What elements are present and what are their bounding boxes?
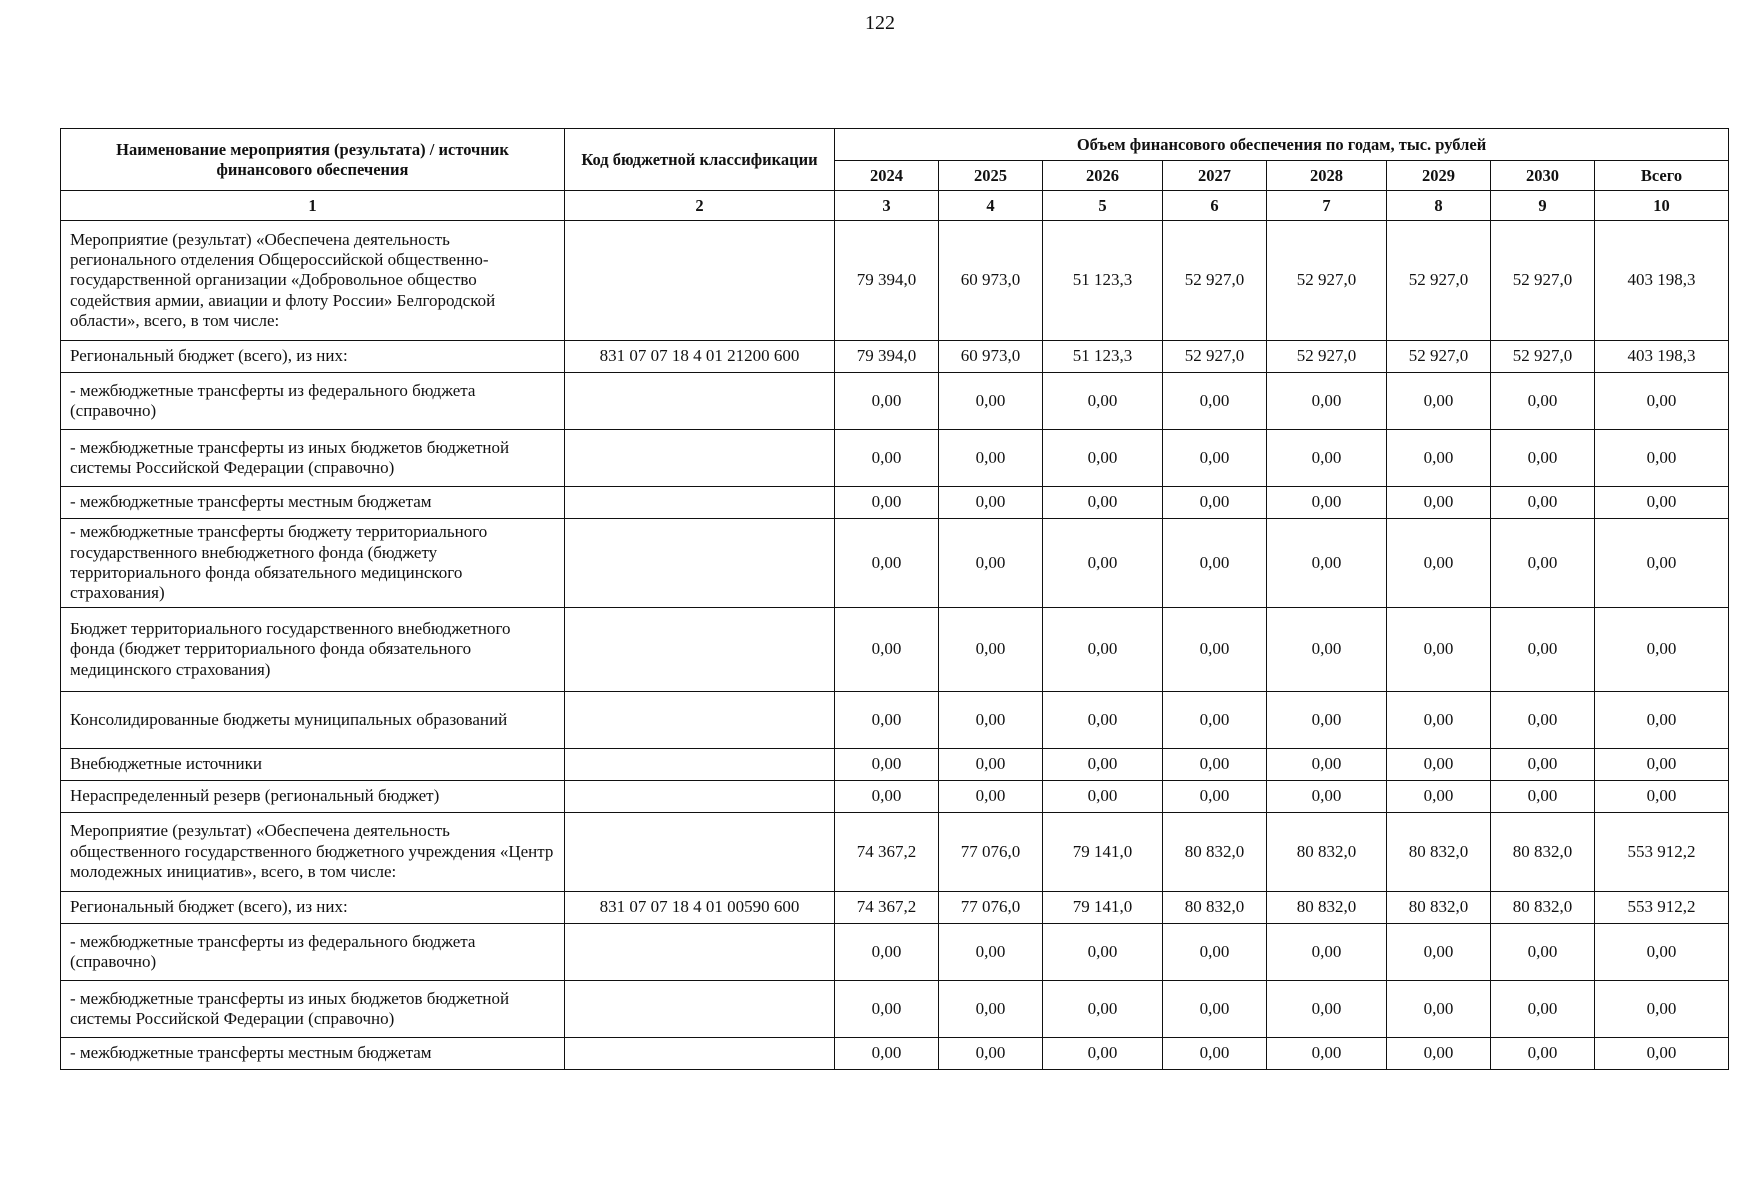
row-code bbox=[565, 749, 835, 781]
row-value: 0,00 bbox=[939, 781, 1043, 813]
column-number: 8 bbox=[1387, 191, 1491, 221]
table-row bbox=[61, 981, 1729, 1038]
row-value: 79 141,0 bbox=[1043, 892, 1163, 924]
table-row bbox=[61, 749, 1729, 781]
header-year: 2024 bbox=[835, 161, 939, 191]
header-year: 2027 bbox=[1163, 161, 1267, 191]
row-value: 0,00 bbox=[1043, 692, 1163, 749]
row-value: 0,00 bbox=[835, 781, 939, 813]
row-name: Региональный бюджет (всего), из них: bbox=[61, 892, 565, 924]
row-value: 0,00 bbox=[1595, 981, 1729, 1038]
row-value: 51 123,3 bbox=[1043, 221, 1163, 341]
row-value: 0,00 bbox=[1387, 692, 1491, 749]
row-value: 51 123,3 bbox=[1043, 341, 1163, 373]
table-row bbox=[61, 341, 1729, 373]
column-number: 6 bbox=[1163, 191, 1267, 221]
table-row bbox=[61, 781, 1729, 813]
row-code bbox=[565, 608, 835, 692]
row-value: 0,00 bbox=[1163, 692, 1267, 749]
header-year: 2026 bbox=[1043, 161, 1163, 191]
row-value: 0,00 bbox=[939, 981, 1043, 1038]
row-code: 831 07 07 18 4 01 21200 600 bbox=[565, 341, 835, 373]
row-value: 79 394,0 bbox=[835, 221, 939, 341]
row-value: 0,00 bbox=[1387, 608, 1491, 692]
page-number: 122 bbox=[865, 12, 895, 34]
row-value: 0,00 bbox=[939, 749, 1043, 781]
table-body bbox=[61, 221, 1729, 1070]
row-value: 0,00 bbox=[1491, 924, 1595, 981]
row-value: 0,00 bbox=[1267, 981, 1387, 1038]
row-code bbox=[565, 1038, 835, 1070]
row-value: 0,00 bbox=[1043, 487, 1163, 519]
row-value: 0,00 bbox=[1595, 692, 1729, 749]
row-value: 0,00 bbox=[1387, 1038, 1491, 1070]
row-value: 0,00 bbox=[1043, 430, 1163, 487]
row-value: 80 832,0 bbox=[1163, 813, 1267, 892]
row-name: - межбюджетные трансферты бюджету территориального государственного внебюджетного фонда (бюджету территориального фонда обязательного медицинского страхования) bbox=[61, 519, 565, 608]
row-value: 0,00 bbox=[1267, 924, 1387, 981]
row-value: 0,00 bbox=[1491, 1038, 1595, 1070]
row-value: 0,00 bbox=[1491, 519, 1595, 608]
table-row bbox=[61, 924, 1729, 981]
row-value: 0,00 bbox=[1043, 1038, 1163, 1070]
row-value: 0,00 bbox=[1043, 749, 1163, 781]
row-value: 0,00 bbox=[939, 692, 1043, 749]
row-code bbox=[565, 430, 835, 487]
row-value: 0,00 bbox=[1267, 692, 1387, 749]
row-value: 74 367,2 bbox=[835, 892, 939, 924]
row-value: 80 832,0 bbox=[1491, 813, 1595, 892]
table-row bbox=[61, 692, 1729, 749]
row-value: 0,00 bbox=[1595, 1038, 1729, 1070]
row-name: - межбюджетные трансферты местным бюджетам bbox=[61, 1038, 565, 1070]
row-name: Бюджет территориального государственного внебюджетного фонда (бюджет территориального фонда обязательного медицинского страхования) bbox=[61, 608, 565, 692]
row-value: 403 198,3 bbox=[1595, 341, 1729, 373]
row-value: 80 832,0 bbox=[1491, 892, 1595, 924]
row-value: 0,00 bbox=[1387, 487, 1491, 519]
row-value: 79 394,0 bbox=[835, 341, 939, 373]
row-code: 831 07 07 18 4 01 00590 600 bbox=[565, 892, 835, 924]
row-value: 0,00 bbox=[1491, 749, 1595, 781]
header-year: 2029 bbox=[1387, 161, 1491, 191]
row-value: 80 832,0 bbox=[1387, 892, 1491, 924]
row-name: - межбюджетные трансферты из федерального бюджета (справочно) bbox=[61, 373, 565, 430]
column-number: 1 bbox=[61, 191, 565, 221]
row-value: 0,00 bbox=[1267, 1038, 1387, 1070]
row-value: 0,00 bbox=[835, 749, 939, 781]
table-row bbox=[61, 813, 1729, 892]
row-value: 0,00 bbox=[1267, 487, 1387, 519]
row-value: 0,00 bbox=[1163, 430, 1267, 487]
row-name: - межбюджетные трансферты местным бюджетам bbox=[61, 487, 565, 519]
table-row bbox=[61, 373, 1729, 430]
row-value: 0,00 bbox=[1267, 430, 1387, 487]
row-value: 0,00 bbox=[1043, 519, 1163, 608]
table-row bbox=[61, 1038, 1729, 1070]
row-code bbox=[565, 813, 835, 892]
row-name: - межбюджетные трансферты из иных бюджетов бюджетной системы Российской Федерации (справочно) bbox=[61, 981, 565, 1038]
row-value: 0,00 bbox=[1491, 487, 1595, 519]
header-year: 2030 bbox=[1491, 161, 1595, 191]
header-year: 2025 bbox=[939, 161, 1043, 191]
row-value: 0,00 bbox=[1387, 924, 1491, 981]
row-value: 0,00 bbox=[1043, 373, 1163, 430]
row-value: 0,00 bbox=[1387, 981, 1491, 1038]
row-value: 0,00 bbox=[1491, 373, 1595, 430]
row-value: 0,00 bbox=[1491, 981, 1595, 1038]
row-value: 0,00 bbox=[1163, 749, 1267, 781]
row-value: 553 912,2 bbox=[1595, 813, 1729, 892]
row-name: Консолидированные бюджеты муниципальных образований bbox=[61, 692, 565, 749]
row-value: 80 832,0 bbox=[1267, 813, 1387, 892]
table-row bbox=[61, 892, 1729, 924]
row-value: 0,00 bbox=[1043, 981, 1163, 1038]
column-number: 3 bbox=[835, 191, 939, 221]
row-code bbox=[565, 924, 835, 981]
row-name: - межбюджетные трансферты из иных бюджетов бюджетной системы Российской Федерации (справочно) bbox=[61, 430, 565, 487]
row-value: 52 927,0 bbox=[1163, 221, 1267, 341]
row-value: 0,00 bbox=[1043, 781, 1163, 813]
row-value: 0,00 bbox=[939, 373, 1043, 430]
header-total: Всего bbox=[1595, 161, 1729, 191]
row-name: Мероприятие (результат) «Обеспечена деятельность регионального отделения Общероссийской общественно-государственной организации «Добровольное общество содействия армии, авиации и флоту России» Белгородской области», всего, в том числе: bbox=[61, 221, 565, 341]
table-row bbox=[61, 519, 1729, 608]
row-code bbox=[565, 781, 835, 813]
row-value: 52 927,0 bbox=[1387, 341, 1491, 373]
row-name: Мероприятие (результат) «Обеспечена деятельность общественного государственного бюджетного учреждения «Центр молодежных инициатив», всего, в том числе: bbox=[61, 813, 565, 892]
budget-table bbox=[60, 128, 1729, 1070]
row-value: 0,00 bbox=[1163, 519, 1267, 608]
column-number: 9 bbox=[1491, 191, 1595, 221]
row-value: 0,00 bbox=[1491, 608, 1595, 692]
row-value: 52 927,0 bbox=[1491, 341, 1595, 373]
row-value: 0,00 bbox=[1163, 981, 1267, 1038]
row-value: 52 927,0 bbox=[1491, 221, 1595, 341]
row-value: 60 973,0 bbox=[939, 341, 1043, 373]
row-value: 0,00 bbox=[1267, 519, 1387, 608]
row-value: 0,00 bbox=[835, 373, 939, 430]
row-value: 0,00 bbox=[1595, 924, 1729, 981]
row-value: 0,00 bbox=[939, 487, 1043, 519]
column-number: 7 bbox=[1267, 191, 1387, 221]
row-value: 0,00 bbox=[1163, 1038, 1267, 1070]
header-volume: Объем финансового обеспечения по годам, тыс. рублей bbox=[835, 129, 1729, 161]
row-value: 0,00 bbox=[835, 1038, 939, 1070]
row-value: 553 912,2 bbox=[1595, 892, 1729, 924]
row-value: 0,00 bbox=[1043, 608, 1163, 692]
column-number: 5 bbox=[1043, 191, 1163, 221]
row-value: 0,00 bbox=[835, 692, 939, 749]
table-row bbox=[61, 430, 1729, 487]
row-value: 0,00 bbox=[835, 430, 939, 487]
row-value: 74 367,2 bbox=[835, 813, 939, 892]
row-code bbox=[565, 373, 835, 430]
row-value: 0,00 bbox=[939, 430, 1043, 487]
table-row bbox=[61, 608, 1729, 692]
row-code bbox=[565, 692, 835, 749]
row-name: Нераспределенный резерв (региональный бюджет) bbox=[61, 781, 565, 813]
row-value: 0,00 bbox=[1163, 373, 1267, 430]
table-row bbox=[61, 487, 1729, 519]
row-value: 0,00 bbox=[939, 924, 1043, 981]
row-value: 0,00 bbox=[835, 981, 939, 1038]
row-value: 0,00 bbox=[1267, 781, 1387, 813]
row-value: 0,00 bbox=[1267, 608, 1387, 692]
column-number: 4 bbox=[939, 191, 1043, 221]
row-value: 0,00 bbox=[1595, 430, 1729, 487]
row-name: Региональный бюджет (всего), из них: bbox=[61, 341, 565, 373]
row-value: 60 973,0 bbox=[939, 221, 1043, 341]
row-value: 0,00 bbox=[1387, 430, 1491, 487]
row-code bbox=[565, 519, 835, 608]
row-value: 79 141,0 bbox=[1043, 813, 1163, 892]
row-value: 0,00 bbox=[1595, 519, 1729, 608]
row-code bbox=[565, 221, 835, 341]
row-value: 0,00 bbox=[1163, 608, 1267, 692]
row-name: - межбюджетные трансферты из федерального бюджета (справочно) bbox=[61, 924, 565, 981]
row-code bbox=[565, 981, 835, 1038]
table-row bbox=[61, 221, 1729, 341]
row-code bbox=[565, 487, 835, 519]
row-value: 0,00 bbox=[1163, 487, 1267, 519]
row-value: 0,00 bbox=[1595, 373, 1729, 430]
row-value: 0,00 bbox=[835, 519, 939, 608]
row-value: 0,00 bbox=[1595, 487, 1729, 519]
row-value: 0,00 bbox=[1387, 781, 1491, 813]
row-value: 0,00 bbox=[1387, 519, 1491, 608]
row-value: 0,00 bbox=[1595, 608, 1729, 692]
row-value: 0,00 bbox=[1491, 430, 1595, 487]
row-value: 0,00 bbox=[1163, 924, 1267, 981]
row-value: 0,00 bbox=[1267, 373, 1387, 430]
row-value: 0,00 bbox=[1267, 749, 1387, 781]
row-value: 0,00 bbox=[1595, 749, 1729, 781]
row-value: 0,00 bbox=[1043, 924, 1163, 981]
row-value: 80 832,0 bbox=[1163, 892, 1267, 924]
row-value: 0,00 bbox=[835, 487, 939, 519]
row-value: 52 927,0 bbox=[1163, 341, 1267, 373]
row-value: 77 076,0 bbox=[939, 892, 1043, 924]
row-value: 77 076,0 bbox=[939, 813, 1043, 892]
row-value: 0,00 bbox=[1387, 749, 1491, 781]
row-value: 403 198,3 bbox=[1595, 221, 1729, 341]
row-value: 0,00 bbox=[939, 1038, 1043, 1070]
column-number: 2 bbox=[565, 191, 835, 221]
row-value: 52 927,0 bbox=[1387, 221, 1491, 341]
row-value: 0,00 bbox=[1595, 781, 1729, 813]
row-value: 0,00 bbox=[835, 608, 939, 692]
row-value: 0,00 bbox=[939, 608, 1043, 692]
row-name: Внебюджетные источники bbox=[61, 749, 565, 781]
row-value: 80 832,0 bbox=[1387, 813, 1491, 892]
row-value: 0,00 bbox=[1491, 781, 1595, 813]
row-value: 0,00 bbox=[1491, 692, 1595, 749]
column-number: 10 bbox=[1595, 191, 1729, 221]
row-value: 52 927,0 bbox=[1267, 221, 1387, 341]
header-code: Код бюджетной классификации bbox=[565, 129, 835, 191]
row-value: 0,00 bbox=[939, 519, 1043, 608]
row-value: 0,00 bbox=[1163, 781, 1267, 813]
header-year: 2028 bbox=[1267, 161, 1387, 191]
header-name: Наименование мероприятия (результата) / источник финансового обеспечения bbox=[61, 129, 565, 191]
row-value: 80 832,0 bbox=[1267, 892, 1387, 924]
row-value: 0,00 bbox=[835, 924, 939, 981]
row-value: 52 927,0 bbox=[1267, 341, 1387, 373]
row-value: 0,00 bbox=[1387, 373, 1491, 430]
